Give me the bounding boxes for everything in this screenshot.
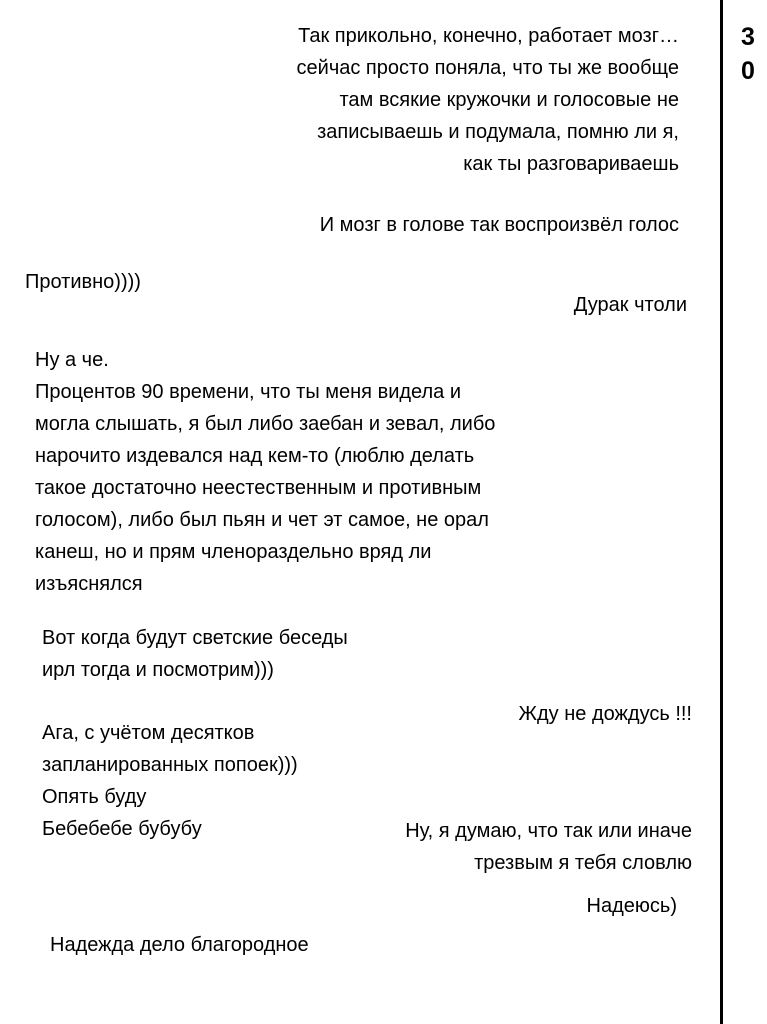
message-line: Надеюсь) bbox=[586, 895, 677, 917]
vertical-divider bbox=[720, 0, 723, 1024]
page-number bbox=[735, 20, 761, 88]
message-line: Противно)))) bbox=[25, 271, 141, 293]
message-line: могла слышать, я был либо заебан и зевал, либо bbox=[35, 413, 496, 435]
message-line: трезвым я тебя словлю bbox=[474, 852, 692, 874]
message-line: изъяснялся bbox=[35, 573, 143, 595]
message-line: Ну а че. bbox=[35, 349, 109, 371]
message-right-2 bbox=[320, 209, 679, 241]
message-line: Дурак чтоли bbox=[573, 294, 687, 316]
message-line: Процентов 90 времени, что ты меня видела и bbox=[35, 381, 462, 403]
page-number-digit: 0 bbox=[741, 57, 755, 85]
message-left-5 bbox=[50, 929, 309, 961]
message-line: как ты разговариваешь bbox=[463, 153, 679, 175]
message-line: там всякие кружочки и голосовые не bbox=[339, 89, 679, 111]
message-left-2 bbox=[35, 344, 495, 600]
message-line: Ну, я думаю, что так или иначе bbox=[405, 820, 692, 842]
message-line: Надежда дело благородное bbox=[50, 934, 309, 956]
page-number-digit: 3 bbox=[741, 23, 755, 51]
message-line: Ага, с учётом десятков bbox=[42, 722, 255, 744]
message-right-6 bbox=[587, 890, 677, 922]
message-right-4 bbox=[519, 698, 692, 730]
message-line: записываешь и подумала, помню ли я, bbox=[317, 121, 679, 143]
message-right-1 bbox=[297, 20, 679, 180]
message-line: такое достаточно неестественным и противным bbox=[35, 477, 482, 499]
message-right-5 bbox=[405, 815, 692, 879]
message-line: Так прикольно, конечно, работает мозг… bbox=[298, 25, 679, 47]
message-left-3 bbox=[42, 622, 348, 686]
message-line: канеш, но и прям членораздельно вряд ли bbox=[35, 541, 432, 563]
message-right-3 bbox=[574, 289, 687, 321]
message-line: нарочито издевался над кем-то (люблю делать bbox=[35, 445, 475, 467]
message-line: И мозг в голове так воспроизвёл голос bbox=[319, 214, 679, 236]
message-line: Опять буду bbox=[42, 786, 147, 808]
message-line: Жду не дождусь !!! bbox=[518, 703, 692, 725]
message-line: запланированных попоек))) bbox=[42, 754, 298, 776]
message-line: голосом), либо был пьян и чет эт самое, не орал bbox=[35, 509, 489, 531]
message-left-4 bbox=[42, 717, 298, 845]
message-line: ирл тогда и посмотрим))) bbox=[42, 659, 274, 681]
message-line: сейчас просто поняла, что ты же вообще bbox=[296, 57, 679, 79]
message-left-1 bbox=[25, 266, 141, 298]
message-line: Вот когда будут светские беседы bbox=[42, 627, 348, 649]
message-line: Бебебебе бубубу bbox=[42, 818, 202, 840]
